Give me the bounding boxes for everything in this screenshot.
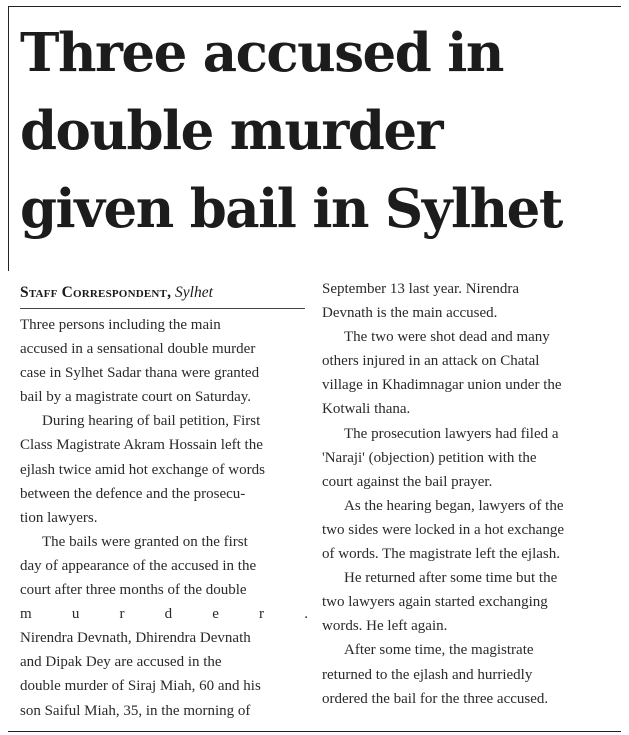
text-line: The prosecution lawyers had filed a (344, 425, 559, 442)
article-column-right (322, 277, 598, 711)
byline (20, 283, 305, 303)
bottom-rule (8, 731, 621, 732)
text-line: bail by a magistrate court on Saturday. (20, 389, 252, 406)
text-line: September 13 last year. Nirendra (322, 281, 520, 297)
text-line: court against the bail prayer. (322, 473, 493, 490)
text-line: Three persons including the main (20, 317, 221, 333)
text-line: two lawyers again started exchanging (322, 594, 548, 611)
text-line: case in Sylhet Sadar thana were granted (20, 365, 260, 382)
byline-name: Staff Correspondent, (20, 284, 172, 301)
text-line: After some time, the magistrate (344, 642, 534, 659)
text-line: Nirendra Devnath, Dhirendra Devnath (20, 630, 251, 647)
text-line-spread: m u r d e r . (20, 606, 308, 623)
headline-line: given bail in Sylhet (20, 178, 562, 240)
text-line: The two were shot dead and many (344, 329, 550, 346)
text-line: double murder of Siraj Miah, 60 and his (20, 678, 261, 695)
headline-line: double murder (20, 100, 443, 162)
top-rule (8, 6, 621, 7)
text-line: court after three months of the double (20, 582, 247, 599)
left-rule (8, 6, 9, 271)
text-line: village in Khadimnagar union under the (322, 377, 562, 394)
text-line: ejlash twice amid hot exchange of words (20, 461, 265, 478)
article-column-left (20, 313, 308, 723)
text-line: Class Magistrate Akram Hossain left the (20, 437, 263, 454)
text-line: and Dipak Dey are accused in the (20, 654, 222, 671)
text-line: of words. The magistrate left the ejlash. (322, 546, 560, 563)
byline-divider (20, 308, 305, 309)
text-line: others injured in an attack on Chatal (322, 353, 540, 370)
headline-line: Three accused in (20, 22, 503, 84)
text-line: accused in a sensational double murder (20, 341, 256, 358)
text-line: During hearing of bail petition, First (42, 413, 261, 430)
text-line: Kotwali thana. (322, 401, 411, 418)
text-line: Devnath is the main accused. (322, 305, 498, 322)
text-line: two sides were locked in a hot exchange (322, 521, 564, 538)
text-line: returned to the ejlash and hurriedly (322, 666, 533, 683)
text-line: son Saiful Miah, 35, in the morning of (20, 702, 251, 719)
text-line: ordered the bail for the three accused. (322, 690, 549, 707)
byline-place: Sylhet (175, 284, 213, 301)
text-line: The bails were granted on the first (42, 533, 248, 550)
text-line: day of appearance of the accused in the (20, 557, 257, 574)
text-line: He returned after some time but the (344, 570, 558, 587)
text-line: words. He left again. (322, 618, 448, 635)
text-line: 'Naraji' (objection) petition with the (322, 449, 537, 466)
headline (20, 14, 620, 248)
text-line: tion lawyers. (20, 509, 98, 526)
text-line: between the defence and the prosecu- (20, 485, 246, 502)
text-line: As the hearing began, lawyers of the (344, 497, 564, 514)
